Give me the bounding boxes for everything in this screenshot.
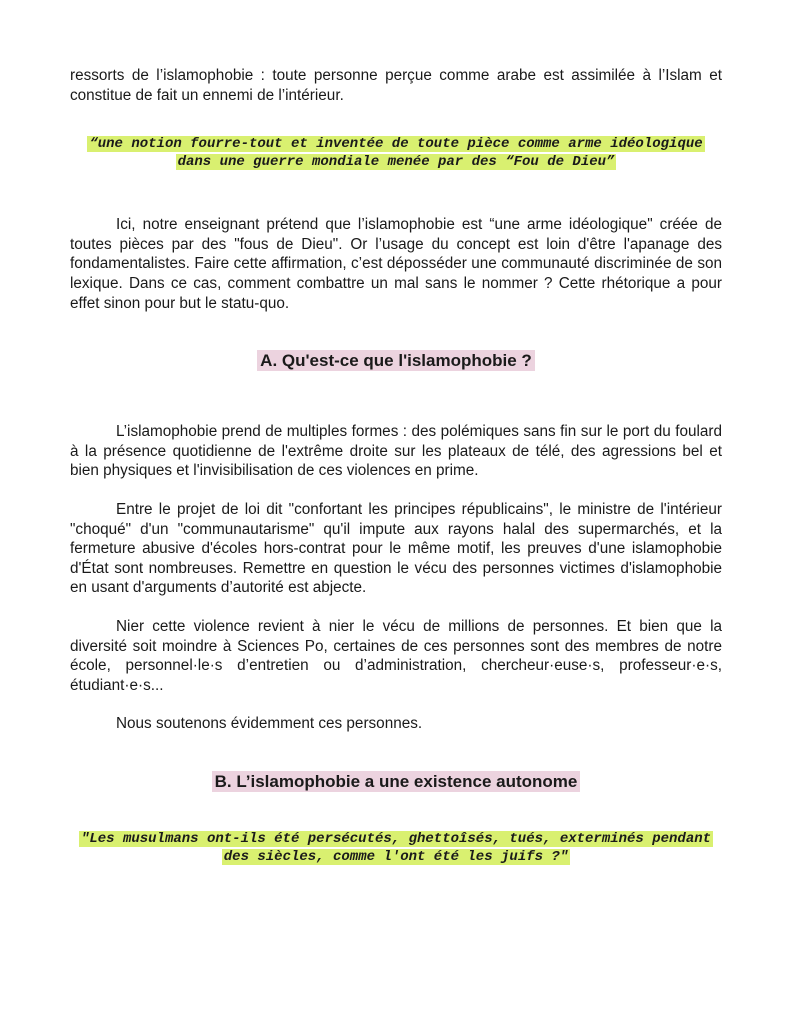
quote-1-text: “une notion fourre-tout et inventée de toute pièce comme arme idéologique dans une guerre mondiale menée par des “Fou de Dieu”: [89, 136, 703, 171]
spacer: [70, 313, 722, 350]
paragraph-soutenons: Nous soutenons évidemment ces personnes.: [116, 715, 423, 733]
section-heading-a: [70, 350, 722, 372]
intro-continuation-paragraph: ressorts de l’islamophobie : toute personne perçue comme arabe est assimilée à l’Islam et constitue de fait un ennemi de l’intérieur.: [70, 67, 722, 104]
paragraph-nier: Nier cette violence revient à nier le vécu de millions de personnes. Et bien que la diversité soit moindre à Sciences Po, certaines de ces personnes sont des membres de notre école, personnel·le·s d’entretien ou d’administration, chercheur·euse·s, professeur·e·s, étudiant·e·s...: [70, 617, 722, 694]
spacer: [70, 171, 722, 215]
document-page: [70, 66, 722, 866]
section-heading-a-text: A. Qu'est-ce que l'islamophobie ?: [257, 350, 535, 371]
spacer: [70, 481, 722, 500]
spacer: [70, 734, 722, 771]
spacer: [70, 105, 722, 135]
spacer: [70, 793, 722, 830]
section-heading-b: [70, 771, 722, 793]
quote-2-text: "Les musulmans ont-ils été persécutés, ghettoîsés, tués, exterminés pendant des siècles, comme l'ont été les juifs ?": [80, 830, 712, 865]
spacer: [70, 695, 722, 714]
spacer: [70, 372, 722, 422]
paragraph-loi: Entre le projet de loi dit "confortant les principes républicains", le ministre de l'intérieur "choqué" d'un "communautarisme" qu'il impute aux rayons halal des supermarchés, et la fermeture abusive d'écoles hors-contrat pour le même motif, les preuves d'une islamophobie d'État sont nombreuses. Remettre en question le vécu des personnes victimes d'islamophobie en usant d'arguments d’autorité est abjecte.: [70, 500, 722, 597]
paragraph-ici: Ici, notre enseignant prétend que l’islamophobie est “une arme idéologique" créée de toutes pièces par des "fous de Dieu". Or l’usage du concept est loin d'être l'apanage des fondamentalistes. Faire cette affirmation, c’est déposséder une communauté discriminée de son lexique. Dans ce cas, comment combattre un mal sans le nommer ? Cette rhétorique a pour effet sinon pour but le statu-quo.: [70, 216, 722, 312]
quote-block-1: [70, 135, 722, 171]
section-heading-b-text: B. L’islamophobie a une existence autonome: [212, 771, 581, 792]
paragraph-formes: L’islamophobie prend de multiples formes : des polémiques sans fin sur le port du foulard à la présence quotidienne de l'extrême droite sur les plateaux de télé, des agressions bel et bien physiques et l'invisibilisation de ces violences en prime.: [70, 423, 722, 480]
quote-block-2: [70, 830, 722, 866]
spacer: [70, 598, 722, 617]
